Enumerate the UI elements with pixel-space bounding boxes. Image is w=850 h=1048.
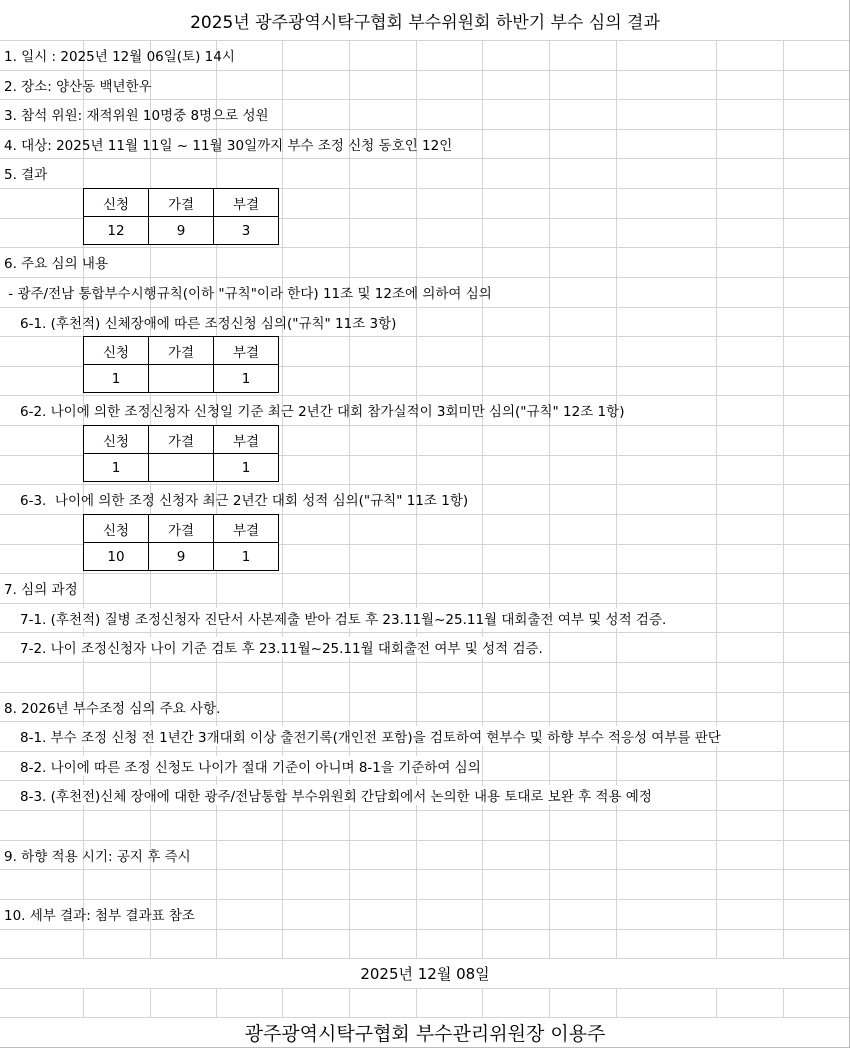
header-approved: 가결: [149, 337, 214, 365]
footer-signature: 광주광역시탁구협회 부수관리위원장 이용주: [244, 1023, 606, 1045]
sub-6-3: 6-3. 나이에 의한 조정 신청자 최근 2년간 대회 성적 심의("규칙" 11조 1항): [20, 493, 469, 509]
value-rejected: 1: [214, 543, 279, 571]
table-6-2: [83, 425, 279, 482]
document-title-row: [0, 0, 850, 40]
sub-6-1-row: [0, 307, 850, 336]
header-applied: 신청: [84, 337, 149, 365]
item-date-row: [0, 40, 850, 70]
sub-8-1-row: [0, 721, 850, 751]
value-rejected: 1: [214, 454, 279, 482]
value-approved: 9: [149, 217, 214, 245]
sub-6-3-row: [0, 484, 850, 514]
value-applied: 12: [84, 217, 149, 245]
document-title: 2025년 광주광역시탁구협회 부수위원회 하반기 부수 심의 결과: [190, 12, 660, 33]
overall-result-table: [83, 188, 279, 245]
timing-row: [0, 840, 850, 869]
value-approved: [149, 454, 214, 482]
sub-8-3: 8-3. (후천전)신체 장애에 대한 광주/전남통합 부수위원회 간담회에서 논의한 내용 토대로 보완 후 적용 예정: [20, 785, 652, 805]
table-6-1: [83, 336, 279, 393]
basis-row: [0, 277, 850, 307]
timing: 9. 하향 적용 시기: 공지 후 즉시: [4, 848, 191, 865]
grid-row-line: [0, 810, 850, 811]
value-applied: 1: [84, 454, 149, 482]
header-applied: 신청: [84, 189, 149, 217]
grid-row-line: [0, 988, 850, 989]
header-applied: 신청: [84, 426, 149, 454]
value-rejected: 1: [214, 365, 279, 393]
sub-7-2: 7-2. 나이 조정신청자 나이 기준 검토 후 23.11월~25.11월 대회출전 여부 및 성적 검증.: [20, 637, 543, 657]
item-place: 2. 장소: 양산동 백년한우: [4, 78, 152, 95]
process-heading: 7. 심의 과정: [4, 582, 78, 598]
footer-date-row: [0, 958, 850, 988]
footer-date: 2025년 12월 08일: [360, 964, 490, 983]
main-content-heading-row: [0, 247, 850, 277]
sub-8-2: 8-2. 나이에 따른 조정 신청도 나이가 절대 기준이 아니며 8-1을 기준하여 심의: [20, 756, 481, 776]
grid-row-line: [0, 869, 850, 870]
result-heading-row: [0, 158, 850, 188]
sub-7-1-row: [0, 603, 850, 632]
sub-7-1: 7-1. (후천적) 질병 조정신청자 진단서 사본제출 받아 검토 후 23.11월~25.11월 대회출전 여부 및 성적 검증.: [20, 608, 666, 628]
header-applied: 신청: [84, 515, 149, 543]
sub-8-2-row: [0, 751, 850, 780]
sub-6-1: 6-1. (후천적) 신체장애에 따른 조정신청 심의("규칙" 11조 3항): [20, 315, 397, 332]
item-attendees-row: [0, 99, 850, 129]
table-6-3: [83, 514, 279, 571]
header-approved: 가결: [149, 515, 214, 543]
process-heading-row: [0, 573, 850, 603]
grid-row-line: [0, 929, 850, 930]
value-approved: 9: [149, 543, 214, 571]
grid-row-line: [0, 662, 850, 663]
item-target-row: [0, 129, 850, 158]
sub-8-1: 8-1. 부수 조정 신청 전 1년간 3개대회 이상 출전기록(개인전 포함)을 검토하여 현부수 및 하향 부수 적응성 여부를 판단: [20, 726, 721, 746]
header-approved: 가결: [149, 189, 214, 217]
header-rejected: 부결: [214, 189, 279, 217]
sub-8-3-row: [0, 780, 850, 810]
sub-7-2-row: [0, 632, 850, 662]
item-attendees: 3. 참석 위원: 재적위원 10명중 8명으로 성원: [4, 108, 269, 124]
header-rejected: 부결: [214, 515, 279, 543]
value-applied: 10: [84, 543, 149, 571]
header-approved: 가결: [149, 426, 214, 454]
item-target: 4. 대상: 2025년 11월 11일 ~ 11월 30일까지 부수 조정 신청 동호인 12인: [4, 137, 453, 154]
sub-6-2: 6-2. 나이에 의한 조정신청자 신청일 기준 최근 2년간 대회 참가실적이 3회미만 심의("규칙" 12조 1항): [20, 404, 625, 420]
item-place-row: [0, 70, 850, 99]
basis-text: - 광주/전남 통합부수시행규칙(이하 "규칙"이라 한다) 11조 및 12조에 의하여 심의: [4, 286, 492, 302]
header-rejected: 부결: [214, 426, 279, 454]
main-content-heading: 6. 주요 심의 내용: [4, 256, 108, 272]
item-date: 1. 일시 : 2025년 12월 06일(토) 14시: [4, 49, 235, 65]
value-applied: 1: [84, 365, 149, 393]
details: 10. 세부 결과: 첨부 결과표 참조: [4, 908, 195, 924]
value-approved: [149, 365, 214, 393]
footer-signature-row: [0, 1017, 850, 1048]
result-heading: 5. 결과: [4, 167, 48, 183]
plan-heading: 8. 2026년 부수조정 심의 주요 사항.: [4, 700, 221, 717]
plan-heading-row: [0, 692, 850, 721]
sub-6-2-row: [0, 395, 850, 425]
header-rejected: 부결: [214, 337, 279, 365]
details-row: [0, 899, 850, 929]
value-rejected: 3: [214, 217, 279, 245]
